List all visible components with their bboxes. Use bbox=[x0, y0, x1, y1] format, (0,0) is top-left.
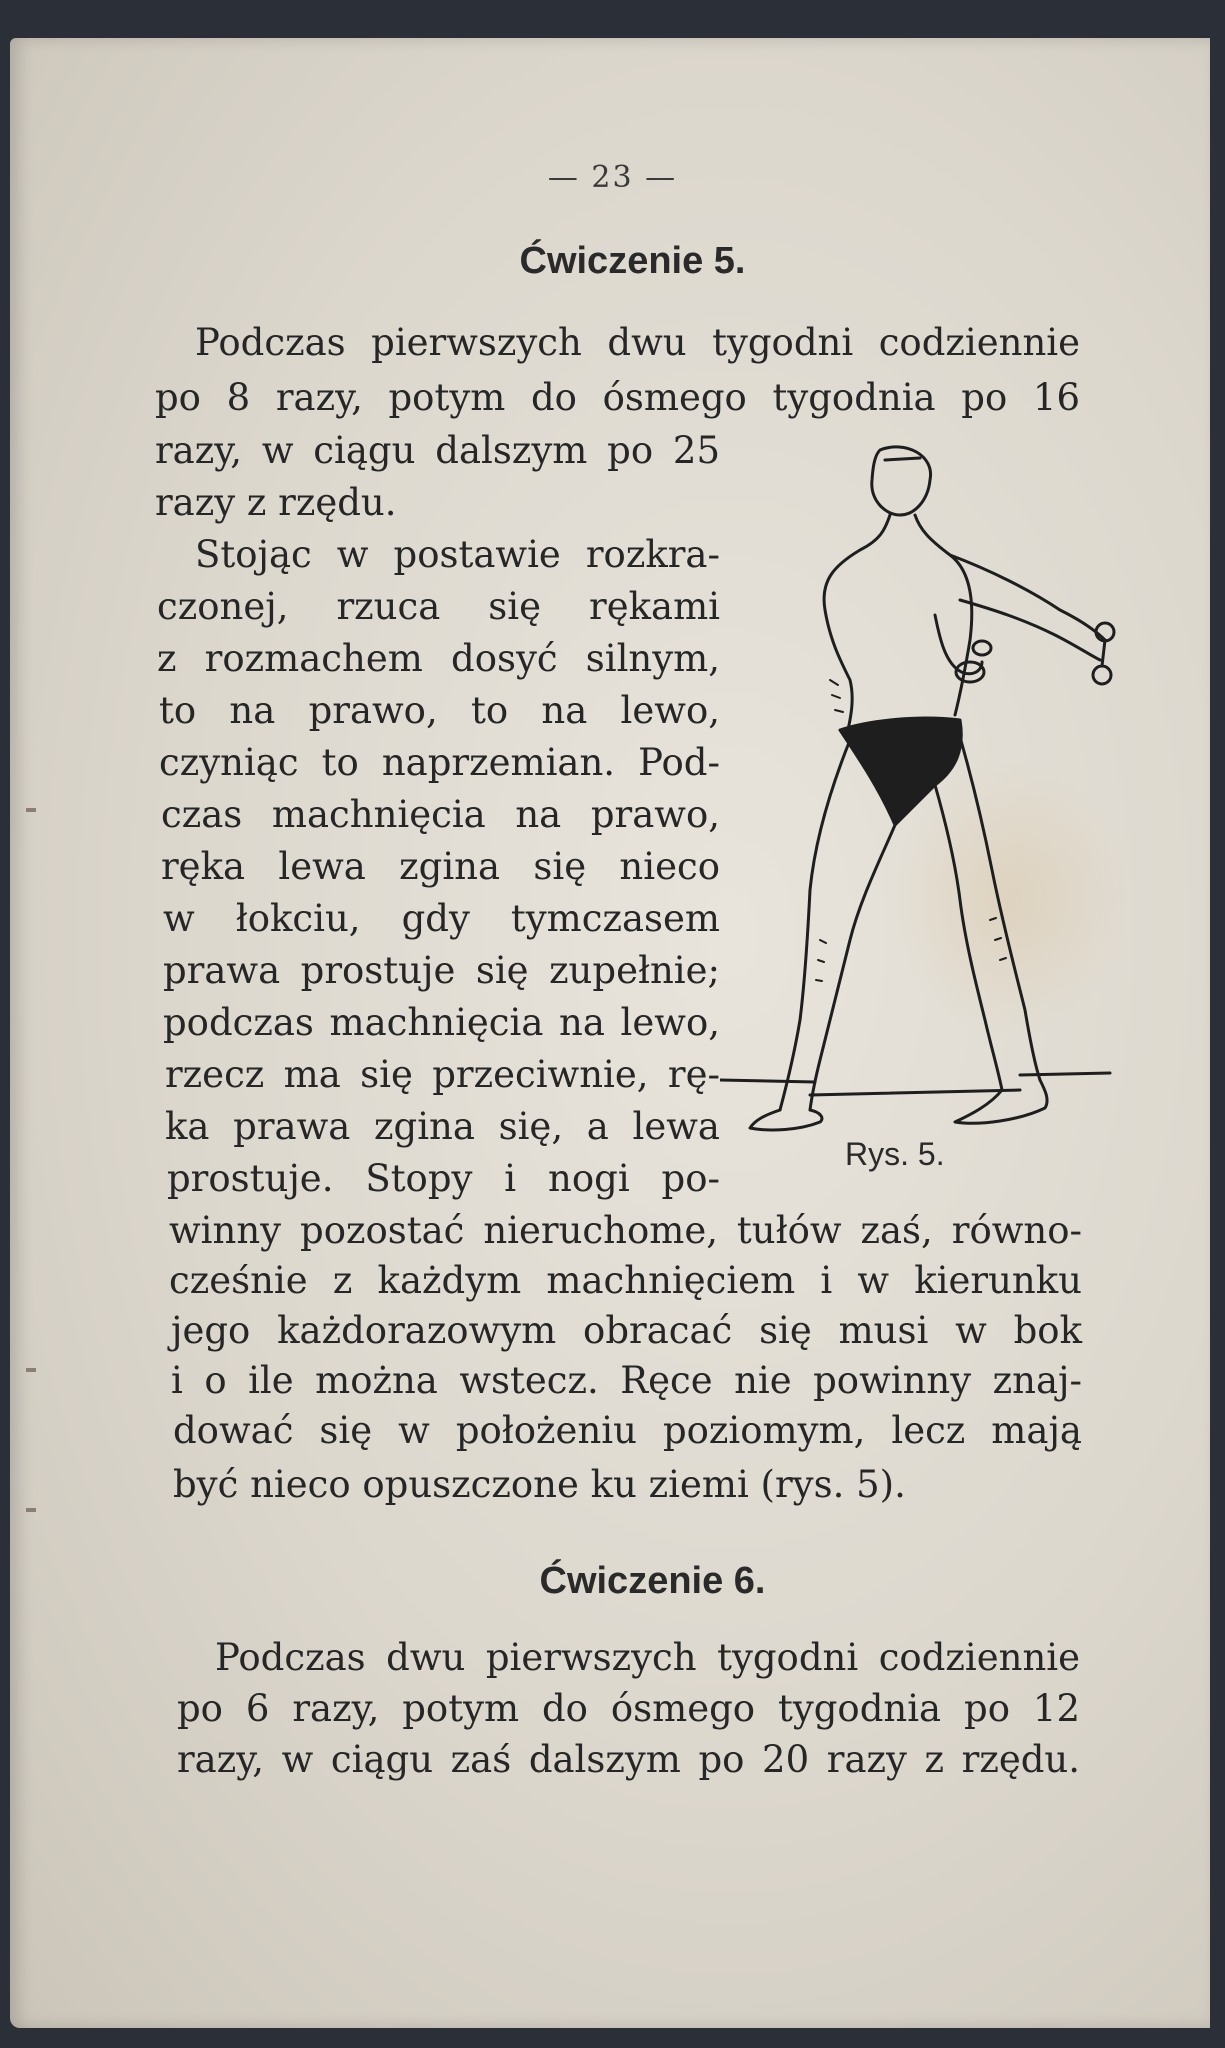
exercise-figure-illustration bbox=[720, 440, 1120, 1160]
margin-mark bbox=[26, 1508, 36, 1512]
text-line: w łokciu, gdy tymczasem bbox=[163, 897, 720, 940]
page-number: — 23 — bbox=[547, 160, 678, 195]
text-line: być nieco opuszczone ku ziemi (rys. 5). bbox=[173, 1463, 906, 1506]
text-line: prostuje. Stopy i nogi po- bbox=[167, 1157, 720, 1200]
exercise-6-heading: Ćwiczenie 6. bbox=[539, 1560, 766, 1602]
text-line: to na prawo, to na lewo, bbox=[159, 689, 720, 732]
margin-mark bbox=[26, 1368, 36, 1372]
text-line: Podczas dwu pierwszych tygodni codziennie bbox=[215, 1636, 1080, 1679]
text-line: podczas machnięcia na lewo, bbox=[163, 1001, 720, 1044]
text-line: razy, w ciągu dalszym po 25 bbox=[155, 429, 720, 472]
text-line: Stojąc w postawie rozkra- bbox=[195, 533, 720, 576]
text-line: po 6 razy, potym do ósmego tygodnia po 12 bbox=[177, 1687, 1080, 1730]
text-line: ka prawa zgina się, a lewa bbox=[165, 1105, 720, 1148]
margin-mark bbox=[26, 808, 36, 812]
exercise-5-heading: Ćwiczenie 5. bbox=[519, 240, 746, 282]
text-line: po 8 razy, potym do ósmego tygodnia po 16 bbox=[155, 376, 1080, 419]
text-line: czyniąc to naprzemian. Pod- bbox=[159, 741, 720, 784]
text-line: i o ile można wstecz. Ręce nie powinny znaj- bbox=[171, 1359, 1082, 1402]
text-line: jego każdorazowym obracać się musi w bok bbox=[171, 1309, 1082, 1352]
text-line: ręka lewa zgina się nieco bbox=[161, 845, 720, 888]
text-line: razy, w ciągu zaś dalszym po 20 razy z rzędu. bbox=[177, 1738, 1080, 1781]
text-line: cześnie z każdym machnięciem i w kierunku bbox=[169, 1259, 1082, 1302]
text-line: razy z rzędu. bbox=[155, 481, 397, 524]
text-line: dować się w położeniu poziomym, lecz mają bbox=[173, 1409, 1082, 1452]
figure-caption: Rys. 5. bbox=[845, 1136, 945, 1172]
text-line: winny pozostać nieruchome, tułów zaś, równo- bbox=[169, 1209, 1082, 1252]
text-line: czas machnięcia na prawo, bbox=[161, 793, 720, 836]
text-line: czonej, rzuca się rękami bbox=[157, 585, 720, 628]
text-line: z rozmachem dosyć silnym, bbox=[157, 637, 720, 680]
text-line: rzecz ma się przeciwnie, rę- bbox=[165, 1053, 720, 1096]
text-line: Podczas pierwszych dwu tygodni codziennie bbox=[195, 321, 1080, 364]
text-line: prawa prostuje się zupełnie; bbox=[163, 949, 720, 992]
